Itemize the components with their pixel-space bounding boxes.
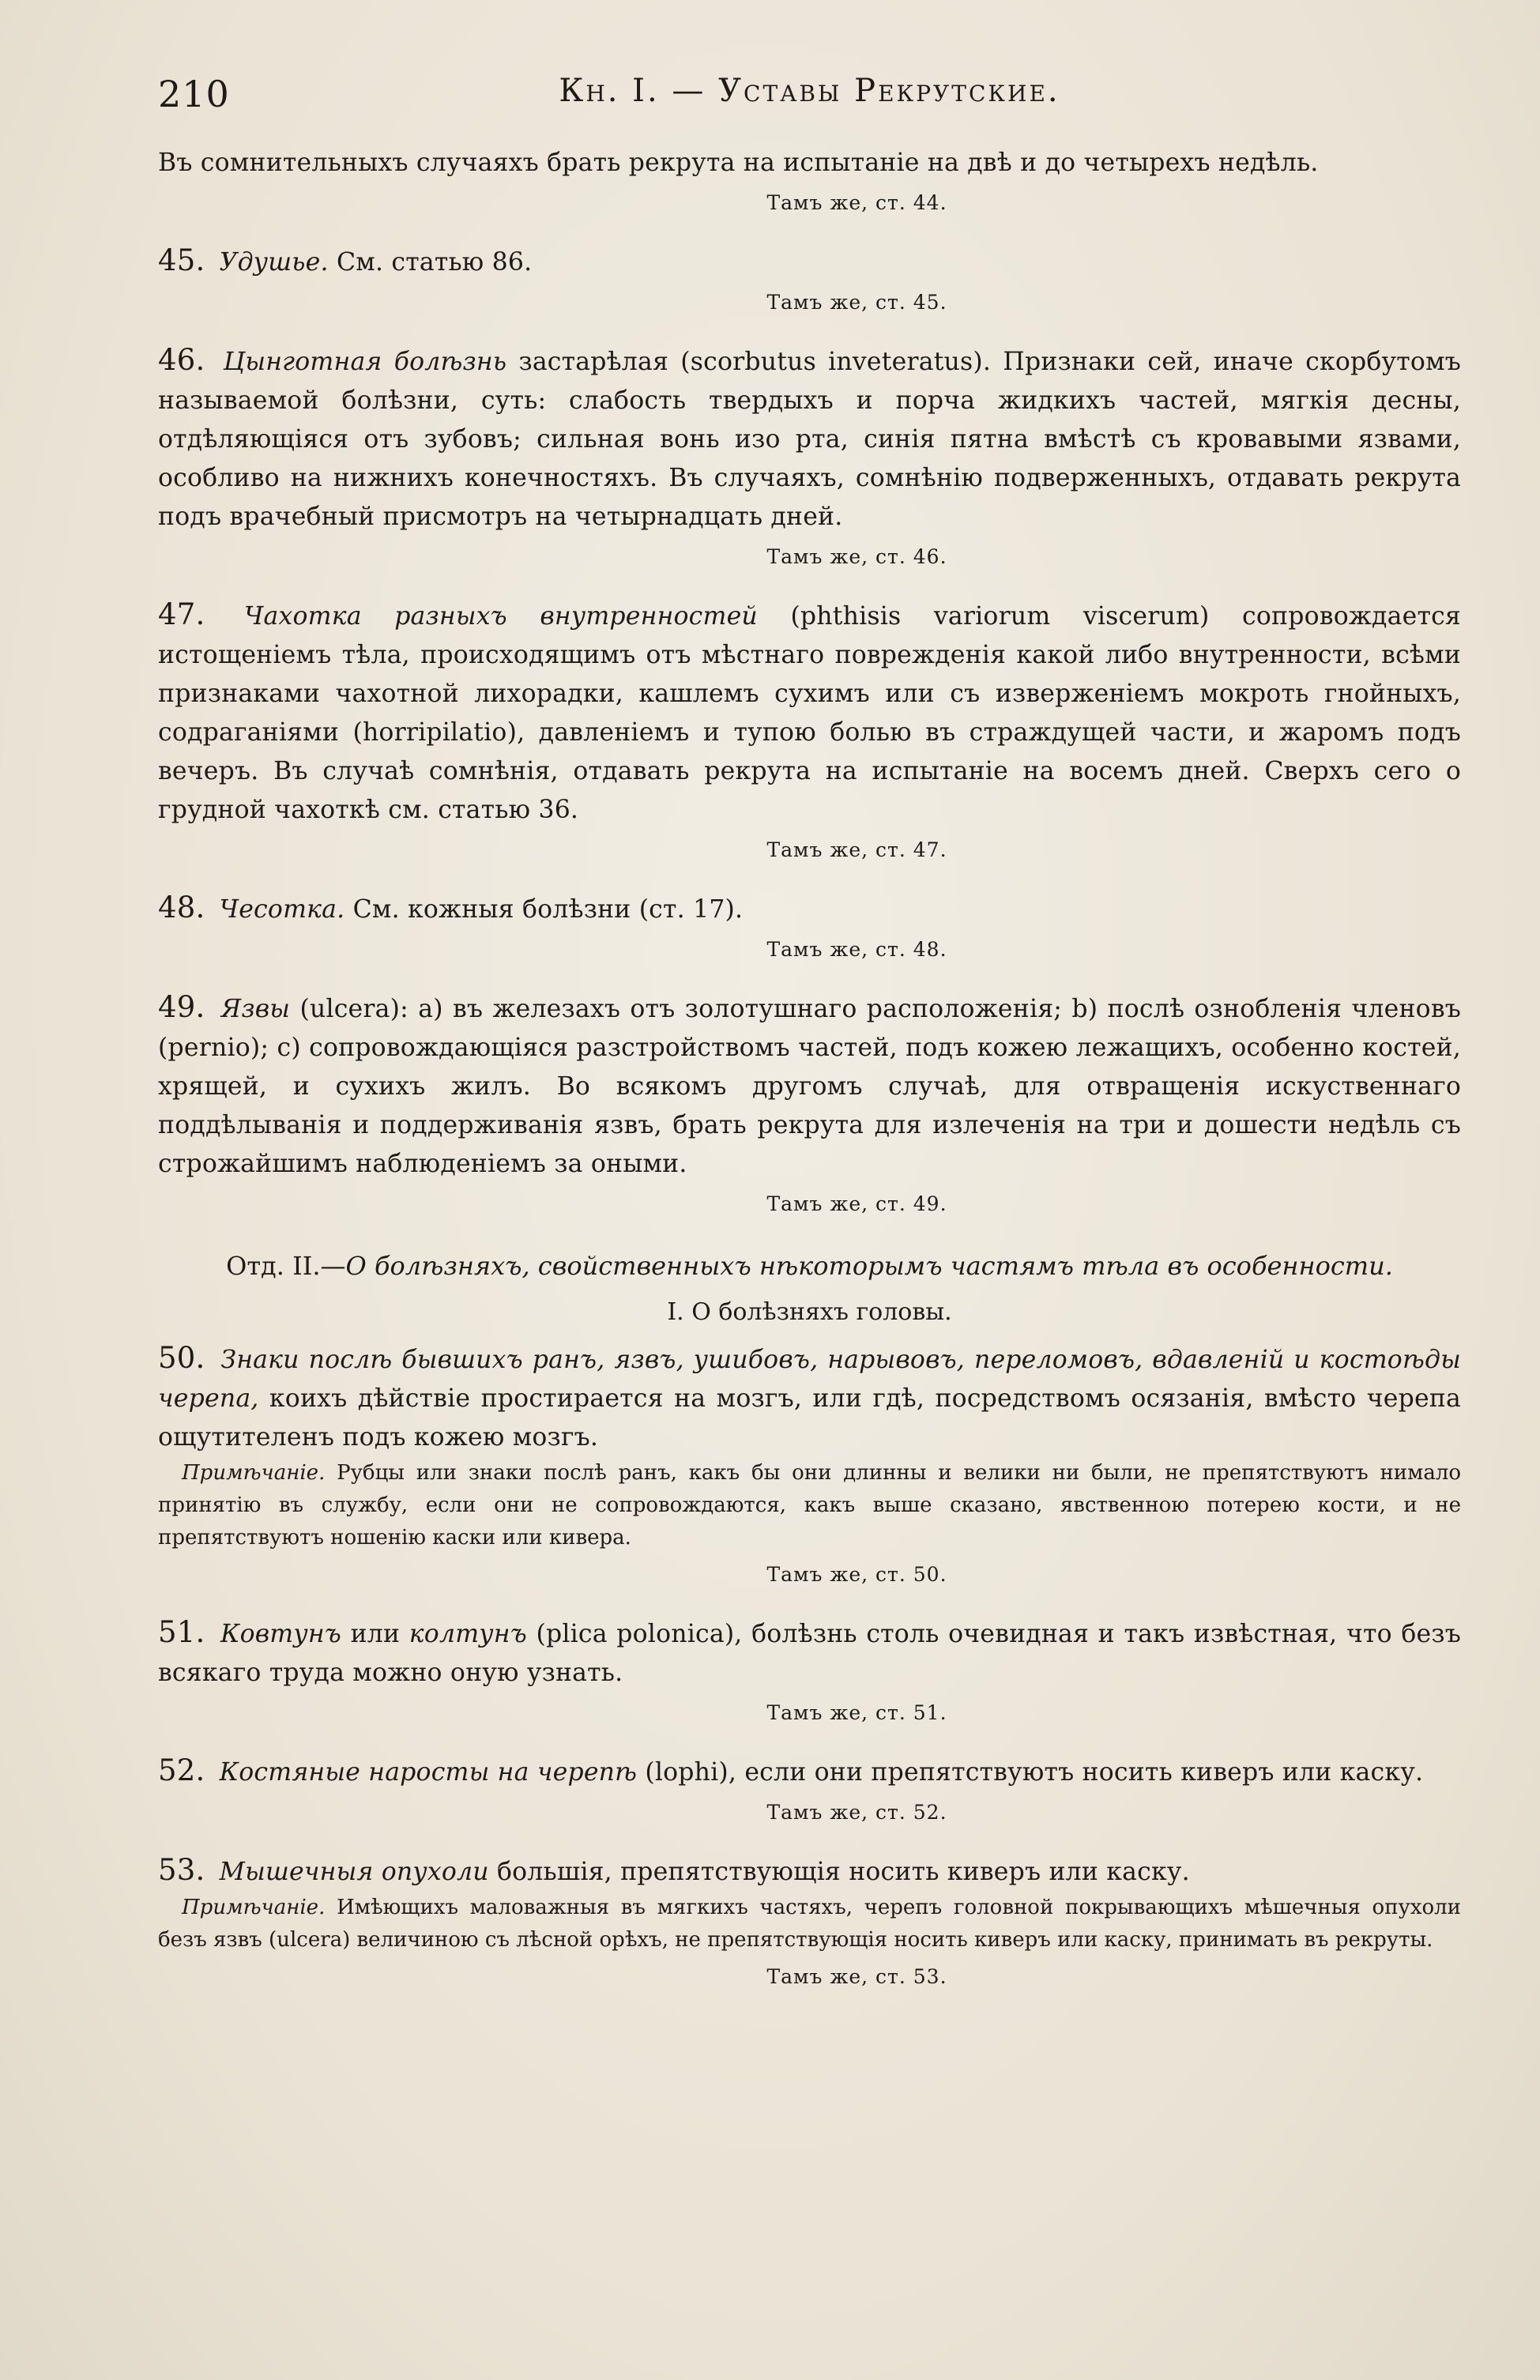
- article-46: [158, 341, 1461, 537]
- article-term: Цынготная болѣзнь: [223, 348, 507, 376]
- article-term: Чахотка разныхъ внутренностей: [243, 602, 758, 631]
- article-number: 52.: [158, 1753, 205, 1787]
- article-text: (plica polonica), болѣзнь столь очевидная и такъ извѣстная, что безъ всякаго труда можно оную узнать.: [158, 1620, 1461, 1687]
- article-text: (ulcera): a) въ железахъ отъ золотушнаго расположенія; b) послѣ ознобленія членовъ (pernio); c) сопровождающіяся разстройствомъ частей, подъ кожею лежащихъ, особенно костей, хрящей, и сухихъ жилъ. Во всякомъ другомъ случаѣ, для отвращенія искуственнаго поддѣлыванія и поддерживанія язвъ, брать рекрута для излеченія на три и дошести недѣль съ строжайшимъ наблюденіемъ за оными.: [158, 995, 1461, 1178]
- note-text: Имѣющихъ маловажныя въ мягкихъ частяхъ, черепъ головной покрывающихъ мѣшечныя опухоли безъ язвъ (ulcera) величиною съ лѣсной орѣхъ, не препятствующія носить киверъ или каску, принимать въ рекруты.: [158, 1896, 1462, 1952]
- article-53: [158, 1851, 1461, 1892]
- article-note: [158, 1892, 1461, 1956]
- article-text: (phthisis variorum viscerum) сопровождается истощеніемъ тѣла, происходящимъ отъ мѣстнаго поврежденія какой либо внутренности, всѣми признаками чахотной лихорадки, кашлемъ сухимъ или съ изверженіемъ мокроть гнойныхъ, содраганіями (horripilatio), давленіемъ и тупою болью въ страждущей части, и жаромъ подъ вечеръ. Въ случаѣ сомнѣнія, отдавать рекрута на испытаніе на восемъ дней. Сверхъ сего о грудной чахоткѣ см. статью 36.: [158, 602, 1461, 824]
- article-51: [158, 1613, 1461, 1693]
- section-title: [158, 1247, 1461, 1285]
- article-number: 51.: [158, 1615, 205, 1649]
- article-reference: Тамъ же, ст. 51.: [766, 1701, 947, 1724]
- article-49: [158, 988, 1461, 1184]
- article-term: Ковтунъ: [220, 1620, 341, 1648]
- article-text: большія, препятствующія носить киверъ или каску.: [496, 1858, 1190, 1886]
- page-header: [158, 62, 1461, 130]
- intro-paragraph: Въ сомнительныхъ случаяхъ брать рекрута на испытаніе на двѣ и до четырехъ недѣль.: [158, 149, 1319, 177]
- section-heading: О болѣзняхъ, свойственныхъ нѣкоторымъ частямъ тѣла въ особенности.: [345, 1251, 1393, 1281]
- note-label: Примѣчаніе.: [182, 1461, 326, 1485]
- note-text: Рубцы или знаки послѣ ранъ, какъ бы они длинны и велики ни были, не препятствуютъ нимало принятію въ службу, если они не сопровождаются, какъ выше сказано, явственною потерею кости, и не препятствуютъ ношенію каски или кивера.: [158, 1461, 1462, 1550]
- article-reference: Тамъ же, ст. 53.: [766, 1965, 947, 1988]
- section-label: Отд. II.—: [226, 1251, 346, 1281]
- article-reference: Тамъ же, ст. 52.: [766, 1801, 947, 1824]
- intro-reference: Тамъ же, ст. 44.: [766, 191, 947, 214]
- article-text: См. статью 86.: [336, 248, 533, 277]
- article-reference: Тамъ же, ст. 48.: [766, 938, 947, 961]
- article-48: [158, 888, 1461, 929]
- article-term: Мышечныя опухоли: [219, 1858, 489, 1886]
- article-term: Костяные наросты на черепѣ: [219, 1758, 638, 1787]
- subsection-title: I. О болѣзняхъ головы.: [667, 1298, 952, 1326]
- running-title: Кн. I. — Уставы Рекрутские.: [559, 73, 1060, 109]
- article-reference: Тамъ же, ст. 45.: [766, 291, 947, 314]
- article-number: 46.: [158, 343, 205, 377]
- article-term: Знаки послѣ бывшихъ ранъ, язвъ, ушибовъ, нарывовъ, переломовъ, вдавленій и костоѣды черепа,: [158, 1346, 1461, 1413]
- article-text: коихъ дѣйствіе простирается на мозгъ, или гдѣ, посредствомъ осязанія, вмѣсто черепа ощутителенъ подъ кожею мозгъ.: [158, 1384, 1461, 1452]
- article-conjunction: или: [350, 1620, 401, 1648]
- note-label: Примѣчаніе.: [182, 1896, 326, 1919]
- article-term: Чесотка.: [219, 895, 345, 924]
- article-text: См. кожныя болѣзни (ст. 17).: [352, 895, 744, 924]
- article-47: [158, 595, 1461, 830]
- article-number: 47.: [158, 597, 205, 631]
- article-reference: Тамъ же, ст. 46.: [766, 545, 947, 568]
- article-term: Удушье.: [219, 248, 329, 277]
- article-term-alt: колтунъ: [409, 1620, 527, 1648]
- article-number: 50.: [158, 1341, 205, 1375]
- article-50: [158, 1339, 1461, 1457]
- article-term: Язвы: [220, 995, 291, 1023]
- article-note: [158, 1457, 1461, 1554]
- article-reference: Тамъ же, ст. 47.: [766, 838, 947, 861]
- article-number: 53.: [158, 1853, 205, 1887]
- article-text: застарѣлая (scorbutus inveteratus). Признаки сей, иначе скорбутомъ называемой болѣзни, суть: слабость твердыхъ и порча жидкихъ частей, мягкія десны, отдѣляющіяся отъ зубовъ; сильная вонь изо рта, синія пятна вмѣстѣ съ кровавыми язвами, особливо на нижнихъ конечностяхъ. Въ случаяхъ, сомнѣнію подверженныхъ, отдавать рекрута подъ врачебный присмотръ на четырнадцать дней.: [158, 348, 1462, 531]
- article-number: 49.: [158, 990, 205, 1024]
- article-reference: Тамъ же, ст. 50.: [766, 1563, 947, 1586]
- article-52: [158, 1751, 1461, 1792]
- article-number: 45.: [158, 243, 205, 277]
- article-text: (lophi), если они препятствуютъ носить киверъ или каску.: [645, 1758, 1424, 1787]
- page-number: 210: [158, 73, 230, 115]
- article-45: [158, 241, 1461, 282]
- article-number: 48.: [158, 891, 205, 925]
- article-reference: Тамъ же, ст. 49.: [766, 1192, 947, 1215]
